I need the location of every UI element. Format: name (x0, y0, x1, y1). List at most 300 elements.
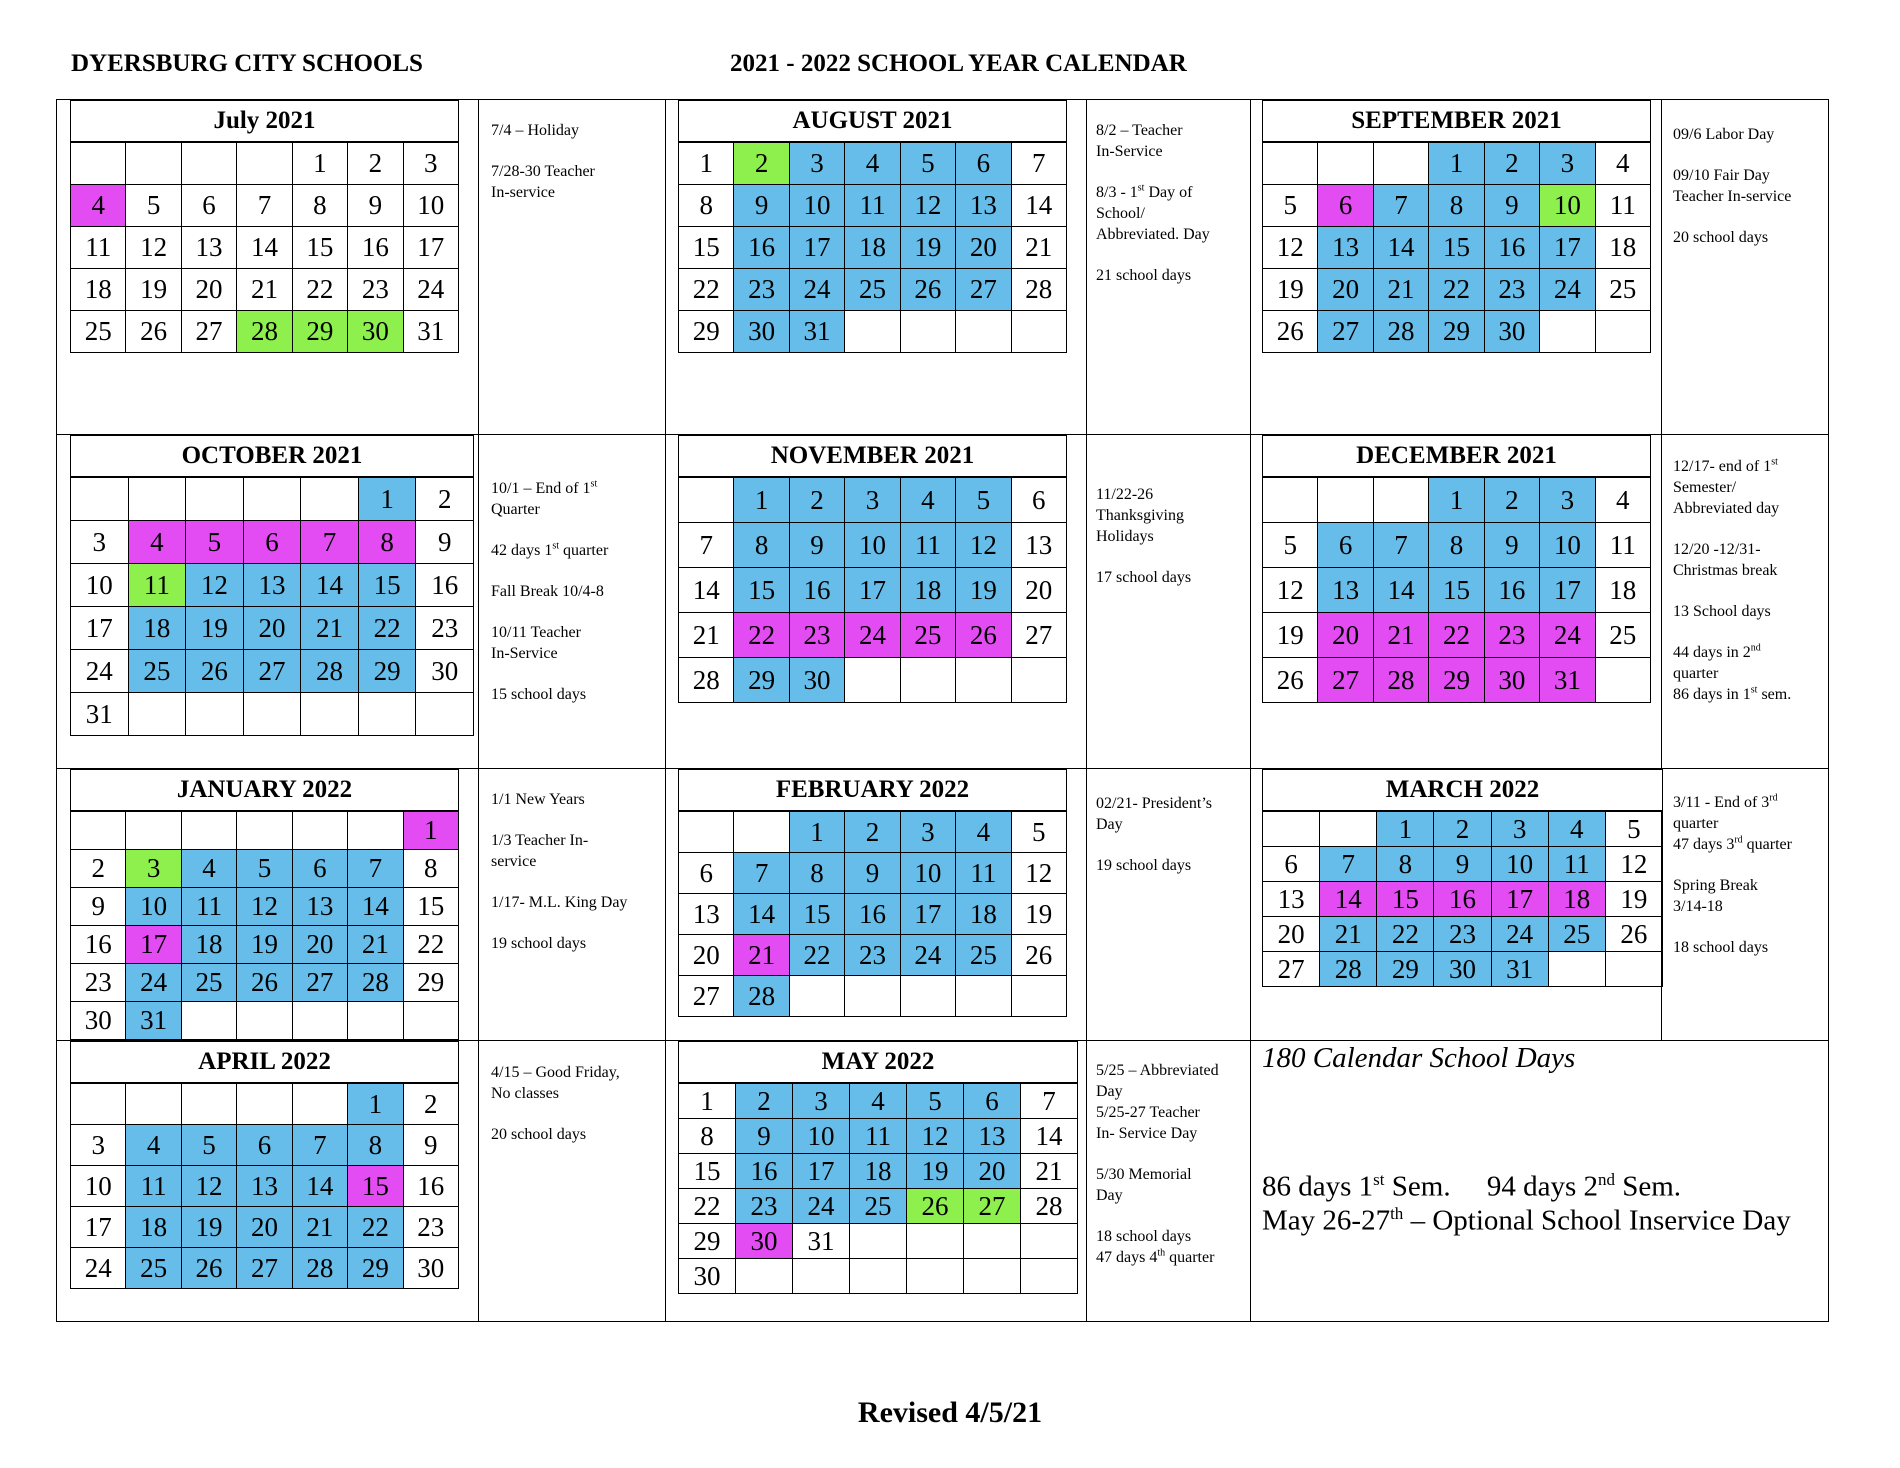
empty-day-cell (71, 478, 129, 521)
day-cell: 4 (1548, 812, 1605, 847)
day-cell: 3 (71, 521, 129, 564)
day-cell: 7 (301, 521, 359, 564)
week-row (71, 185, 459, 227)
day-cell: 25 (181, 964, 236, 1002)
day-cell: 13 (243, 564, 301, 607)
month-title: APRIL 2022 (70, 1041, 459, 1083)
day-cell: 31 (1491, 952, 1548, 987)
note-text: quarter (1673, 665, 1719, 682)
empty-day-cell (243, 478, 301, 521)
day-cell: 8 (679, 185, 734, 227)
week-row (71, 650, 474, 693)
day-cell: 28 (301, 650, 359, 693)
summary-semester-days (1262, 1170, 1681, 1204)
day-cell: 29 (679, 1224, 736, 1259)
day-cell: 3 (1491, 812, 1548, 847)
week-row (679, 613, 1067, 658)
day-cell: 24 (789, 269, 844, 311)
day-cell: 17 (1540, 227, 1595, 269)
day-cell: 27 (956, 269, 1011, 311)
day-cell: 14 (1011, 185, 1066, 227)
summary-inservice-note (1262, 1204, 1791, 1238)
day-cell: 31 (71, 693, 129, 736)
month-title: MARCH 2022 (1262, 769, 1663, 811)
divider (478, 99, 479, 1322)
note-text: 47 days 3 (1673, 836, 1735, 853)
day-cell: 25 (1595, 613, 1650, 658)
week-row (1263, 882, 1663, 917)
day-cell: 1 (348, 1084, 403, 1125)
week-row (1263, 613, 1651, 658)
note-text: Thanksgiving (1096, 507, 1184, 524)
note-paragraph (491, 1124, 661, 1145)
revision-date: Revised 4/5/21 (857, 1396, 1043, 1429)
day-cell: 25 (1595, 269, 1650, 311)
day-cell: 15 (292, 227, 347, 269)
week-row (71, 143, 459, 185)
week-row (679, 1084, 1078, 1119)
day-cell: 12 (126, 227, 181, 269)
empty-day-cell (237, 1002, 292, 1040)
day-cell: 9 (789, 523, 844, 568)
day-cell: 14 (301, 564, 359, 607)
week-row (679, 1189, 1078, 1224)
week-row (679, 1224, 1078, 1259)
day-cell: 14 (734, 894, 789, 935)
day-cell: 29 (1377, 952, 1434, 987)
day-cell: 10 (789, 185, 844, 227)
note-sup: st (1771, 456, 1778, 468)
empty-day-cell (237, 1084, 292, 1125)
week-row (679, 568, 1067, 613)
day-cell: 16 (416, 564, 474, 607)
day-cell: 4 (128, 521, 186, 564)
week-row (1263, 952, 1663, 987)
day-cell: 24 (1540, 269, 1595, 311)
day-cell: 2 (416, 478, 474, 521)
note-text: 18 school days (1673, 939, 1769, 956)
day-cell: 27 (1263, 952, 1320, 987)
day-cell: 13 (237, 1166, 292, 1207)
day-cell: 26 (1011, 935, 1066, 976)
day-cell: 20 (1263, 917, 1320, 952)
note-text: Day of (1144, 184, 1193, 201)
empty-day-cell (1263, 143, 1318, 185)
day-cell: 17 (71, 1207, 126, 1248)
note-paragraph (1673, 124, 1823, 145)
summary-text: 86 days 1 (1262, 1170, 1374, 1203)
day-cell: 3 (900, 812, 955, 853)
day-cell: 5 (126, 185, 181, 227)
week-row (71, 888, 459, 926)
note-text: 10/11 Teacher (491, 624, 581, 641)
day-cell: 17 (403, 227, 458, 269)
day-cell: 21 (1021, 1154, 1078, 1189)
day-cell: 12 (900, 185, 955, 227)
empty-day-cell (237, 812, 292, 850)
day-cell: 19 (1605, 882, 1662, 917)
note-text: service (491, 853, 537, 870)
notes-august (1096, 120, 1246, 306)
week-row (679, 853, 1067, 894)
note-paragraph (1673, 227, 1823, 248)
note-text: 20 school days (1673, 229, 1769, 246)
day-cell: 17 (845, 568, 900, 613)
day-cell: 22 (679, 1189, 736, 1224)
note-paragraph (1096, 484, 1246, 547)
day-cell: 13 (1318, 227, 1373, 269)
day-cell: 22 (1377, 917, 1434, 952)
empty-day-cell (181, 812, 236, 850)
day-cell: 19 (237, 926, 292, 964)
empty-day-cell (1011, 976, 1066, 1017)
day-cell: 11 (900, 523, 955, 568)
day-cell: 20 (237, 1207, 292, 1248)
empty-day-cell (850, 1259, 907, 1294)
day-cell: 15 (734, 568, 789, 613)
day-cell: 3 (845, 478, 900, 523)
day-cell: 19 (1011, 894, 1066, 935)
day-cell: 4 (1595, 478, 1650, 523)
note-paragraph (491, 161, 661, 203)
day-cell: 12 (181, 1166, 236, 1207)
day-cell: 15 (789, 894, 844, 935)
day-cell: 29 (679, 311, 734, 353)
note-paragraph (1673, 792, 1823, 855)
day-cell: 7 (1373, 523, 1428, 568)
day-cell: 30 (789, 658, 844, 703)
day-cell: 10 (403, 185, 458, 227)
note-text: 3/14-18 (1673, 898, 1723, 915)
month-title: July 2021 (70, 100, 459, 142)
day-cell: 1 (1429, 143, 1484, 185)
month-july-2021 (70, 100, 459, 353)
empty-day-cell (1021, 1259, 1078, 1294)
day-cell: 27 (679, 976, 734, 1017)
empty-day-cell (845, 311, 900, 353)
note-paragraph (1673, 642, 1823, 705)
day-cell: 14 (1373, 227, 1428, 269)
day-cell: 18 (128, 607, 186, 650)
day-cell: 26 (1605, 917, 1662, 952)
week-row (1263, 812, 1663, 847)
day-cell: 17 (1491, 882, 1548, 917)
empty-day-cell (736, 1259, 793, 1294)
day-cell: 20 (956, 227, 1011, 269)
week-row (679, 269, 1067, 311)
day-cell: 11 (126, 1166, 181, 1207)
note-text: 10/1 – End of 1 (491, 480, 591, 497)
notes-july (491, 120, 661, 223)
day-cell: 30 (679, 1259, 736, 1294)
day-cell: 30 (71, 1002, 126, 1040)
empty-day-cell (1373, 143, 1428, 185)
empty-day-cell (128, 478, 186, 521)
day-cell: 7 (1320, 847, 1377, 882)
notes-april (491, 1062, 661, 1165)
note-text: In-Service (491, 645, 558, 662)
empty-day-cell (734, 812, 789, 853)
day-cell: 16 (348, 227, 403, 269)
day-cell: 25 (956, 935, 1011, 976)
day-cell: 13 (1011, 523, 1066, 568)
note-text: 12/17- end of 1 (1673, 458, 1772, 475)
empty-day-cell (292, 812, 347, 850)
day-cell: 29 (1429, 311, 1484, 353)
note-text: quarter (1165, 1249, 1215, 1266)
day-cell: 21 (348, 926, 403, 964)
day-cell: 4 (956, 812, 1011, 853)
week-row (71, 227, 459, 269)
day-cell: 6 (964, 1084, 1021, 1119)
month-october-2021 (70, 435, 474, 736)
week-row (71, 311, 459, 353)
summary-text: May 26-27 (1262, 1204, 1391, 1237)
day-cell: 19 (956, 568, 1011, 613)
day-cell: 24 (845, 613, 900, 658)
empty-day-cell (900, 658, 955, 703)
day-cell: 10 (900, 853, 955, 894)
note-text: Day (1096, 1187, 1123, 1204)
day-cell: 21 (1320, 917, 1377, 952)
day-cell: 13 (964, 1119, 1021, 1154)
day-cell: 11 (1548, 847, 1605, 882)
week-row (71, 1125, 459, 1166)
day-cell: 12 (1263, 568, 1318, 613)
day-cell: 5 (907, 1084, 964, 1119)
month-may-2022 (678, 1041, 1078, 1294)
empty-day-cell (845, 658, 900, 703)
day-cell: 2 (348, 143, 403, 185)
week-row (71, 693, 474, 736)
day-cell: 16 (71, 926, 126, 964)
day-cell: 30 (1484, 311, 1539, 353)
day-cell: 29 (358, 650, 416, 693)
day-cell: 15 (679, 227, 734, 269)
day-cell: 19 (126, 269, 181, 311)
day-cell: 1 (679, 1084, 736, 1119)
day-cell: 13 (292, 888, 347, 926)
day-cell: 20 (1318, 613, 1373, 658)
empty-day-cell (907, 1259, 964, 1294)
day-cell: 21 (1373, 613, 1428, 658)
day-cell: 2 (1484, 478, 1539, 523)
empty-day-cell (964, 1259, 1021, 1294)
note-text: In-Service (1096, 143, 1163, 160)
day-cell: 23 (736, 1189, 793, 1224)
empty-day-cell (679, 812, 734, 853)
day-cell: 26 (237, 964, 292, 1002)
note-paragraph (491, 540, 661, 561)
day-cell: 17 (126, 926, 181, 964)
day-cell: 12 (1605, 847, 1662, 882)
note-sup: st (590, 478, 598, 490)
note-text: 13 School days (1673, 603, 1771, 620)
day-cell: 6 (181, 185, 236, 227)
week-row (71, 1166, 459, 1207)
note-text: 47 days 4 (1096, 1249, 1158, 1266)
week-row (1263, 478, 1651, 523)
note-text: 09/6 Labor Day (1673, 126, 1775, 143)
note-text: 1/3 Teacher In- (491, 832, 589, 849)
day-cell: 11 (1595, 523, 1650, 568)
day-cell: 26 (186, 650, 244, 693)
day-cell: 25 (128, 650, 186, 693)
day-cell: 14 (679, 568, 734, 613)
day-cell: 8 (358, 521, 416, 564)
note-paragraph (1096, 120, 1246, 162)
day-cell: 11 (850, 1119, 907, 1154)
day-cell: 29 (348, 1248, 403, 1289)
day-cell: 1 (1377, 812, 1434, 847)
note-paragraph (491, 478, 661, 520)
day-cell: 1 (679, 143, 734, 185)
empty-day-cell (1318, 143, 1373, 185)
day-cell: 12 (956, 523, 1011, 568)
notes-march (1673, 792, 1823, 978)
day-cell: 23 (403, 1207, 458, 1248)
note-paragraph (491, 622, 661, 664)
day-cell: 21 (1373, 269, 1428, 311)
day-cell: 6 (1263, 847, 1320, 882)
note-text: 09/10 Fair Day (1673, 167, 1770, 184)
summary-text: – Optional School Inservice Day (1403, 1204, 1791, 1237)
day-cell: 20 (181, 269, 236, 311)
empty-day-cell (1263, 478, 1318, 523)
day-cell: 26 (956, 613, 1011, 658)
note-text: quarter (1673, 815, 1719, 832)
note-paragraph (491, 684, 661, 705)
week-row (679, 185, 1067, 227)
empty-day-cell (1318, 478, 1373, 523)
week-row (1263, 185, 1651, 227)
day-cell: 6 (1011, 478, 1066, 523)
day-cell: 1 (358, 478, 416, 521)
day-cell: 4 (850, 1084, 907, 1119)
note-paragraph (491, 581, 661, 602)
note-text: Abbreviated day (1673, 500, 1780, 517)
note-text: 02/21- President’s (1096, 795, 1212, 812)
note-text: In-service (491, 184, 555, 201)
note-paragraph (1673, 456, 1823, 519)
empty-day-cell (679, 478, 734, 523)
day-cell: 18 (900, 568, 955, 613)
notes-february (1096, 793, 1246, 896)
day-cell: 21 (301, 607, 359, 650)
note-text: Quarter (491, 501, 540, 518)
note-text: 20 school days (491, 1126, 587, 1143)
day-cell: 24 (793, 1189, 850, 1224)
notes-september (1673, 124, 1823, 268)
week-row (71, 1207, 459, 1248)
note-text: 12/20 -12/31- (1673, 541, 1761, 558)
empty-day-cell (1373, 478, 1428, 523)
note-paragraph (1096, 793, 1246, 835)
week-row (679, 812, 1067, 853)
day-cell: 22 (403, 926, 458, 964)
day-cell: 19 (181, 1207, 236, 1248)
note-paragraph (1673, 875, 1823, 917)
day-cell: 28 (1011, 269, 1066, 311)
day-cell: 16 (734, 227, 789, 269)
day-cell: 15 (348, 1166, 403, 1207)
day-cell: 9 (1484, 185, 1539, 227)
empty-day-cell (186, 693, 244, 736)
note-text: 19 school days (1096, 857, 1192, 874)
day-cell: 15 (679, 1154, 736, 1189)
day-cell: 28 (1373, 658, 1428, 703)
day-cell: 8 (789, 853, 844, 894)
day-cell: 19 (1263, 269, 1318, 311)
day-cell: 3 (1540, 143, 1595, 185)
note-text: 11/22-26 (1096, 486, 1154, 503)
month-title: AUGUST 2021 (678, 100, 1067, 142)
week-row (679, 935, 1067, 976)
note-text: 21 school days (1096, 267, 1192, 284)
week-row (1263, 523, 1651, 568)
day-cell: 18 (1595, 568, 1650, 613)
day-cell: 31 (793, 1224, 850, 1259)
empty-day-cell (964, 1224, 1021, 1259)
notes-october (491, 478, 661, 725)
day-cell: 4 (1595, 143, 1650, 185)
day-cell: 25 (71, 311, 126, 353)
week-row (71, 269, 459, 311)
empty-day-cell (793, 1259, 850, 1294)
empty-day-cell (181, 1084, 236, 1125)
day-cell: 11 (181, 888, 236, 926)
day-cell: 15 (1429, 227, 1484, 269)
day-cell: 26 (907, 1189, 964, 1224)
note-paragraph (491, 789, 661, 810)
month-september-2021 (1262, 100, 1651, 353)
divider (1086, 99, 1087, 1322)
day-cell: 9 (416, 521, 474, 564)
day-cell: 5 (1011, 812, 1066, 853)
day-cell: 1 (734, 478, 789, 523)
day-cell: 29 (292, 311, 347, 353)
day-cell: 13 (1263, 882, 1320, 917)
week-row (679, 658, 1067, 703)
day-cell: 26 (1263, 311, 1318, 353)
day-cell: 8 (734, 523, 789, 568)
empty-day-cell (956, 658, 1011, 703)
day-cell: 12 (186, 564, 244, 607)
day-cell: 3 (403, 143, 458, 185)
note-text: 42 days 1 (491, 542, 553, 559)
week-row (71, 926, 459, 964)
week-row (71, 521, 474, 564)
day-cell: 30 (348, 311, 403, 353)
day-cell: 31 (1540, 658, 1595, 703)
day-cell: 16 (845, 894, 900, 935)
note-paragraph (1096, 1226, 1246, 1268)
empty-day-cell (348, 1002, 403, 1040)
empty-day-cell (1605, 952, 1662, 987)
empty-day-cell (128, 693, 186, 736)
week-row (679, 1154, 1078, 1189)
empty-day-cell (1021, 1224, 1078, 1259)
day-cell: 21 (679, 613, 734, 658)
summary-text: Sem. 94 days 2 (1384, 1170, 1598, 1203)
day-cell: 17 (900, 894, 955, 935)
note-text: 17 school days (1096, 569, 1192, 586)
month-title: JANUARY 2022 (70, 769, 459, 811)
empty-day-cell (292, 1084, 347, 1125)
day-cell: 24 (126, 964, 181, 1002)
empty-day-cell (126, 143, 181, 185)
day-cell: 9 (845, 853, 900, 894)
